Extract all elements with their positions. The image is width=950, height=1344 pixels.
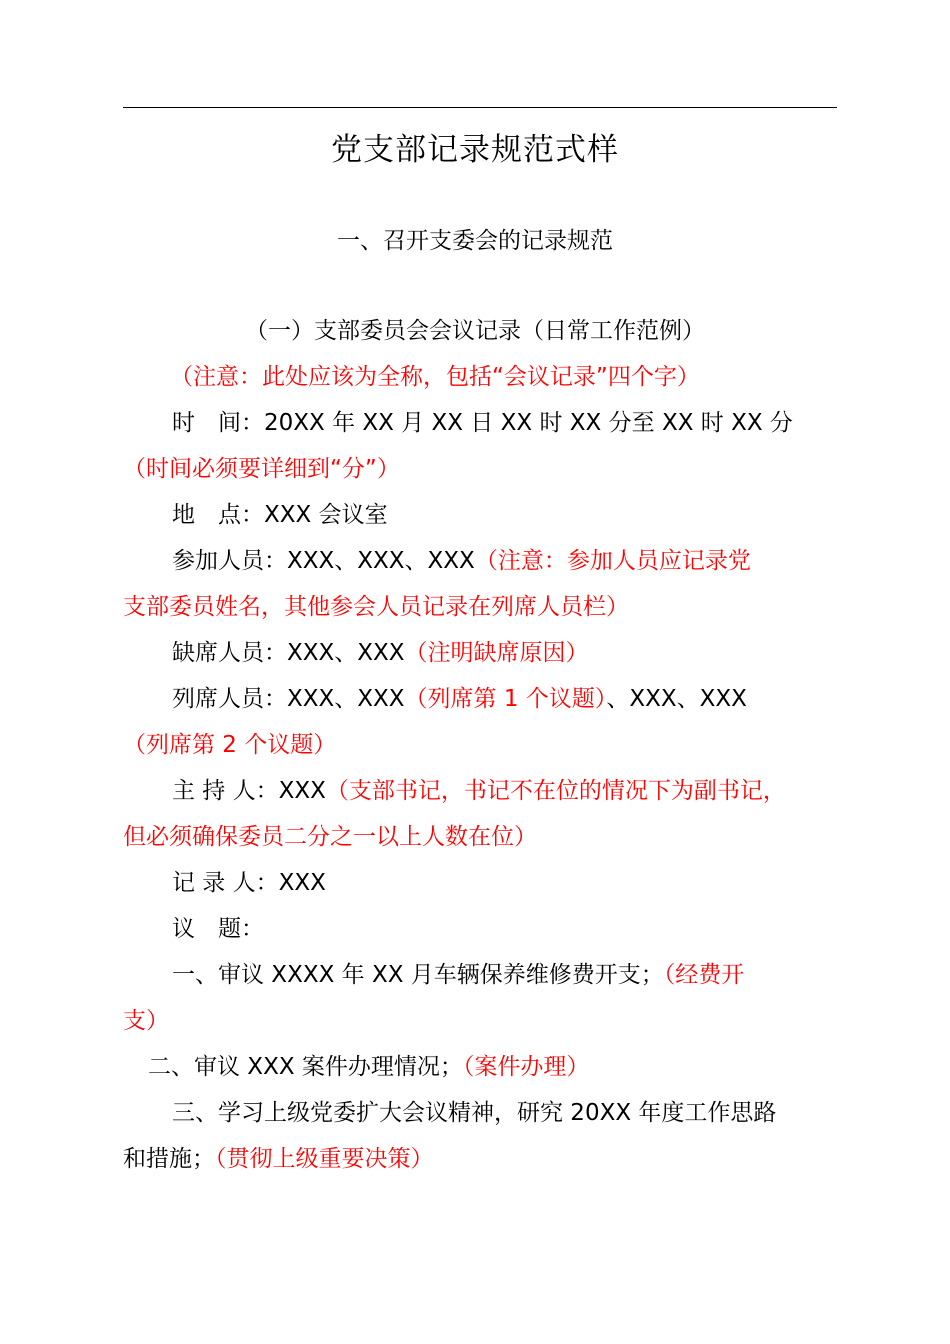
- observers-note-1: （列席第 1 个议题）: [404, 686, 607, 712]
- topic-3-cont: [123, 1142, 863, 1176]
- topic-3-note: （贯彻上级重要决策）: [215, 1146, 434, 1172]
- topics-label: 议 题：: [172, 916, 264, 942]
- attendees-label: 参加人员：: [172, 548, 287, 574]
- host-note: （支部书记，书记不在位的情况下为副书记，: [325, 778, 786, 804]
- time-label: 时 间：: [172, 410, 264, 436]
- absent-note: （注明缺席原因）: [404, 640, 589, 666]
- observers-note-2: （列席第 2 个议题）: [123, 732, 337, 758]
- attendees-row: [172, 544, 912, 578]
- observers-value-1: XXX、XXX: [287, 686, 405, 712]
- document-title: 党支部记录规范式样: [331, 132, 619, 168]
- topic-2-text: 二、审议 XXX 案件办理情况；: [148, 1054, 463, 1080]
- host-label: 主 持 人：: [172, 778, 279, 804]
- absent-value: XXX、XXX: [287, 640, 405, 666]
- topic-2: [148, 1050, 888, 1084]
- recorder-label: 记 录 人：: [172, 870, 279, 896]
- observers-row: [172, 682, 912, 716]
- title-note: （注意：此处应该为全称，包括“会议记录”四个字）: [170, 364, 700, 390]
- observers-value-2: 、XXX、XXX: [606, 686, 747, 712]
- absent-row: [172, 636, 912, 670]
- subsection-heading: （一）支部委员会会议记录（日常工作范例）: [245, 318, 705, 344]
- topic-1-note-cont: 支）: [123, 1008, 169, 1034]
- attendees-value: XXX、XXX、XXX: [287, 548, 475, 574]
- place-label: 地 点：: [172, 502, 264, 528]
- place-row: [172, 498, 912, 532]
- topic-3: 三、学习上级党委扩大会议精神，研究 20XX 年度工作思路: [172, 1100, 777, 1126]
- place-value: XXX 会议室: [264, 502, 388, 528]
- host-note-cont: 但必须确保委员二分之一以上人数在位）: [123, 824, 537, 850]
- topic-1-text: 一、审议 XXXX 年 XX 月车辆保养维修费开支；: [172, 962, 664, 988]
- header-rule: [123, 107, 837, 108]
- topic-2-note: （案件办理）: [462, 1054, 590, 1080]
- topic-1: [172, 958, 912, 992]
- host-row: [172, 774, 912, 808]
- section-heading: 一、召开支委会的记录规范: [337, 228, 613, 254]
- topic-3-text-cont: 和措施；: [123, 1146, 215, 1172]
- time-row: [172, 406, 912, 440]
- topic-1-note: （经费开: [663, 962, 745, 988]
- observers-label: 列席人员：: [172, 686, 287, 712]
- recorder-row: [172, 866, 912, 900]
- time-note: （时间必须要详细到“分”）: [123, 456, 400, 482]
- absent-label: 缺席人员：: [172, 640, 287, 666]
- attendees-note: （注意：参加人员应记录党: [474, 548, 751, 574]
- recorder-value: XXX: [278, 870, 326, 896]
- time-value: 20XX 年 XX 月 XX 日 XX 时 XX 分至 XX 时 XX 分: [264, 410, 793, 436]
- host-value: XXX: [278, 778, 326, 804]
- attendees-note-cont: 支部委员姓名，其他参会人员记录在列席人员栏）: [123, 594, 629, 620]
